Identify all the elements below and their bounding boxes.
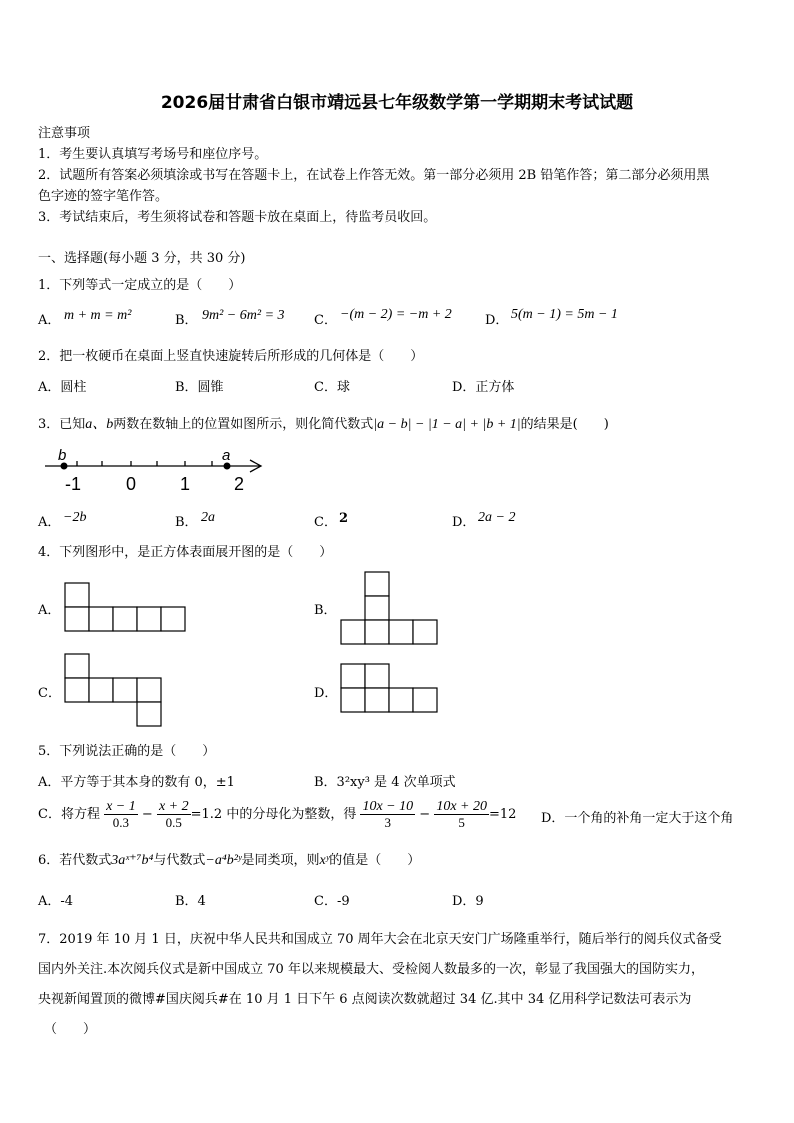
- q2-option-c: C．球: [314, 380, 350, 395]
- q5-option-c-text-b: =1.2 中的分母化为整数，得: [190, 807, 357, 822]
- q3-option-d: 2a − 2: [478, 510, 516, 525]
- q5-option-d: D．一个角的补角一定大于这个角: [541, 811, 734, 826]
- q3-option-c: 2: [339, 511, 349, 526]
- q5-option-b: B．3²xy³ 是 4 次单项式: [314, 775, 456, 790]
- q3-option-b: 2a: [201, 510, 215, 525]
- q6-option-b: B．4: [175, 894, 206, 909]
- q5-option-c-text-a: C．将方程: [38, 807, 100, 822]
- point-a-label: a: [222, 447, 231, 464]
- fraction-denominator: 5: [458, 815, 465, 830]
- q4-option-a-label: A．: [38, 603, 61, 618]
- q1-option-c-label: C．: [314, 313, 337, 328]
- question-3-stem: [38, 413, 609, 433]
- point-b-label: b: [58, 447, 67, 464]
- cube-net-c: [62, 651, 166, 729]
- question-7-line: 国内外关注.本次阅兵仪式是新中国成立 70 年以来规模最大、受检阅人数最多的一次，彰显了我国强大的国防实力，: [38, 962, 704, 977]
- fraction-numerator: 10x + 20: [436, 799, 487, 814]
- q3-expression: |a − b| − |1 − a| + |b + 1|: [373, 417, 521, 432]
- fraction-numerator: 10x − 10: [362, 799, 414, 814]
- question-5-stem: 5．下列说法正确的是（ ）: [38, 744, 216, 759]
- q1-option-a: m + m = m²: [64, 308, 132, 323]
- question-7-line: （ ）: [44, 1022, 97, 1037]
- q6-expression-2: −a⁴b²ʸ: [205, 853, 242, 868]
- q6-option-c: C．-9: [314, 894, 350, 909]
- q4-option-d-label: D．: [314, 686, 338, 701]
- tick-label: -1: [65, 474, 82, 494]
- question-7-line: 央视新闻置顶的微博#国庆阅兵#在 10 月 1 日下午 6 点阅读次数就超过 34 亿.其中 34 亿用科学记数法可表示为: [38, 992, 692, 1007]
- q1-option-b: 9m² − 6m² = 3: [202, 308, 285, 323]
- q2-option-b: B．圆锥: [175, 380, 224, 395]
- q1-option-d-label: D．: [485, 313, 509, 328]
- q6-option-a: A．-4: [38, 894, 74, 909]
- question-1-stem: 1．下列等式一定成立的是（ ）: [38, 278, 242, 293]
- question-4-stem: 4．下列图形中，是正方体表面展开图的是（ ）: [38, 545, 333, 560]
- q3-option-b-label: B．: [175, 515, 198, 530]
- notice-item: 1．考生要认真填写考场号和座位序号。: [38, 147, 268, 162]
- q6-stem-d: 的值是（ ）: [329, 853, 421, 868]
- q1-option-c: −(m − 2) = −m + 2: [340, 307, 452, 322]
- q6-expression-3: xʸ: [319, 853, 330, 868]
- tick-label: 2: [234, 474, 245, 494]
- notice-heading: 注意事项: [38, 126, 91, 141]
- q6-expression-1: 3aˣ⁺⁷b⁴: [111, 853, 154, 868]
- fraction-denominator: 0.5: [165, 815, 182, 830]
- q2-option-d: D．正方体: [452, 380, 515, 395]
- q1-option-b-label: B．: [175, 313, 198, 328]
- q3-stem-c: 的结果是( ): [520, 417, 609, 432]
- q5-option-c: [38, 795, 516, 835]
- q6-option-d: D．9: [452, 894, 484, 909]
- fraction: [157, 799, 191, 830]
- question-6-stem: [38, 849, 420, 869]
- q4-option-b-label: B．: [314, 603, 337, 618]
- q6-stem-b: 与代数式: [153, 853, 206, 868]
- q3-stem-vars: a、b: [85, 417, 114, 432]
- q5-option-c-text-c: =12: [489, 807, 517, 822]
- number-line: [40, 446, 270, 496]
- q3-option-c-label: C．: [314, 515, 337, 530]
- cube-net-a: [62, 580, 190, 634]
- q4-option-c-label: C．: [38, 686, 61, 701]
- minus-sign: −: [141, 807, 153, 822]
- question-2-stem: 2．把一枚硬币在桌面上竖直快速旋转后所形成的几何体是（ ）: [38, 349, 424, 364]
- q6-stem-c: 是同类项，则: [241, 853, 320, 868]
- q3-stem-b: 两数在数轴上的位置如图所示，则化简代数式: [113, 417, 374, 432]
- fraction: [104, 799, 138, 830]
- fraction: [360, 799, 415, 830]
- q3-option-a: −2b: [63, 510, 87, 525]
- q2-option-a: A．圆柱: [38, 380, 87, 395]
- q1-option-d: 5(m − 1) = 5m − 1: [511, 307, 618, 322]
- q3-stem-a: 3．已知: [38, 417, 86, 432]
- q3-option-a-label: A．: [38, 515, 61, 530]
- q3-option-d-label: D．: [452, 515, 476, 530]
- notice-item: 色字迹的签字笔作答。: [38, 189, 169, 204]
- fraction-denominator: 0.3: [112, 815, 130, 830]
- fraction-numerator: x − 1: [106, 799, 136, 814]
- q6-stem-a: 6．若代数式: [38, 853, 112, 868]
- tick-label: 0: [126, 474, 137, 494]
- q1-option-a-label: A．: [38, 313, 61, 328]
- section-heading: 一、选择题(每小题 3 分，共 30 分): [38, 251, 246, 266]
- cube-net-d: [338, 661, 442, 717]
- cube-net-b: [338, 569, 442, 647]
- notice-item: 2．试题所有答案必须填涂或书写在答题卡上，在试卷上作答无效。第一部分必须用 2B 铅笔作答；第二部分必须用黑: [38, 168, 710, 183]
- fraction: [434, 799, 489, 830]
- notice-item: 3．考试结束后，考生须将试卷和答题卡放在桌面上，待监考员收回。: [38, 210, 437, 225]
- question-7-line: 7．2019 年 10 月 1 日，庆祝中华人民共和国成立 70 周年大会在北京天安门广场隆重举行，随后举行的阅兵仪式备受: [38, 932, 722, 947]
- page-title: 2026届甘肃省白银市靖远县七年级数学第一学期期末考试试题: [160, 93, 634, 113]
- fraction-numerator: x + 2: [158, 799, 189, 814]
- tick-label: 1: [180, 474, 191, 494]
- minus-sign: −: [419, 807, 431, 822]
- q5-option-a: A．平方等于其本身的数有 0，±1: [38, 775, 235, 790]
- fraction-denominator: 3: [384, 815, 392, 830]
